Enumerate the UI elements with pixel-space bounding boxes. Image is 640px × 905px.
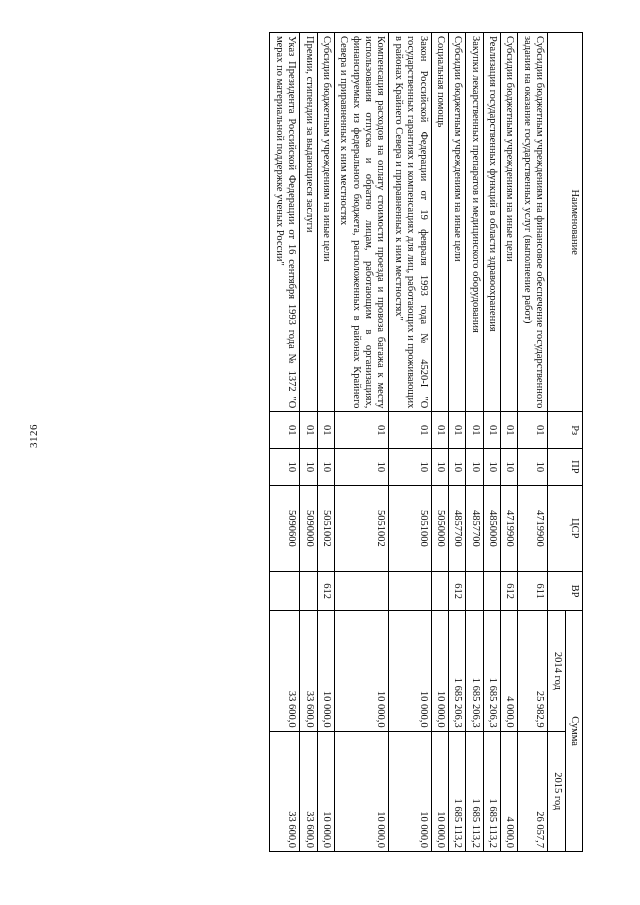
table-row <box>317 33 334 852</box>
cell-pr: 10 <box>501 449 518 486</box>
cell-rz: 01 <box>449 412 466 449</box>
cell-year-2014: 1 685 206,3 <box>483 611 500 731</box>
cell-vr <box>483 571 500 610</box>
cell-rz: 01 <box>317 412 334 449</box>
cell-rz: 01 <box>501 412 518 449</box>
table-row <box>431 33 448 852</box>
column-header-year-2014: 2014 год <box>548 611 565 731</box>
cell-year-2014: 10 000,0 <box>431 611 448 731</box>
cell-vr <box>300 571 317 610</box>
cell-name: Субсидии бюджетным учреждениям на финансовое обеспечение государственного задания на оказание государственных услуг (выполнение работ) <box>518 33 548 412</box>
cell-csr: 5050000 <box>431 485 448 571</box>
cell-rz: 01 <box>483 412 500 449</box>
cell-year-2015: 10 000,0 <box>389 731 431 851</box>
cell-pr: 10 <box>335 449 390 486</box>
cell-year-2015: 10 000,0 <box>317 731 334 851</box>
cell-vr <box>270 571 300 610</box>
cell-rz: 01 <box>431 412 448 449</box>
cell-year-2014: 4 000,0 <box>501 611 518 731</box>
cell-year-2014: 1 685 206,3 <box>449 611 466 731</box>
cell-year-2014: 10 000,0 <box>389 611 431 731</box>
cell-year-2015: 26 057,7 <box>518 731 548 851</box>
budget-table <box>270 32 584 852</box>
cell-vr: 612 <box>317 571 334 610</box>
cell-name: Закон Российской Федерации от 19 февраля 1993 года № 4520-I "О государственных гарантиях и компенсациях для лиц, работающих и проживающих в районах Крайнего Севера и приравненных к ним местностях" <box>389 33 431 412</box>
table-row <box>466 33 483 852</box>
cell-year-2014: 1 685 206,3 <box>466 611 483 731</box>
cell-name: Закупки лекарственных препаратов и медицинского оборудования <box>466 33 483 412</box>
cell-csr: 4719900 <box>518 485 548 571</box>
cell-pr: 10 <box>449 449 466 486</box>
cell-pr: 10 <box>317 449 334 486</box>
column-header-vr: ВР <box>548 571 583 610</box>
cell-rz: 01 <box>270 412 300 449</box>
table-row <box>270 33 300 852</box>
cell-name: Премии, стипендии за выдающиеся заслуги <box>300 33 317 412</box>
cell-pr: 10 <box>300 449 317 486</box>
page-number: 3126 <box>28 424 40 448</box>
table-row <box>300 33 317 852</box>
cell-csr: 4857700 <box>466 485 483 571</box>
cell-name: Компенсация расходов на оплату стоимости проезда и провоза багажа к месту использования отпуска и обратно лицам, работающим в организациях, финансируемых из федерального бюджета, расположенных в районах Крайнего Севера и приравненных к ним местностях <box>335 33 390 412</box>
cell-pr: 10 <box>389 449 431 486</box>
cell-pr: 10 <box>466 449 483 486</box>
cell-csr: 5051002 <box>317 485 334 571</box>
table-row <box>483 33 500 852</box>
cell-year-2015: 10 000,0 <box>431 731 448 851</box>
column-header-pr: ПР <box>548 449 583 486</box>
cell-vr <box>466 571 483 610</box>
table-body <box>270 33 548 852</box>
cell-name: Реализация государственных функций в области здравоохранения <box>483 33 500 412</box>
cell-pr: 10 <box>518 449 548 486</box>
cell-name: Указ Президента Российской Федерации от 16 сентября 1993 года № 1372 "О мерах по материальной поддержке ученых России" <box>270 33 300 412</box>
cell-vr <box>389 571 431 610</box>
cell-year-2014: 10 000,0 <box>335 611 390 731</box>
cell-rz: 01 <box>466 412 483 449</box>
cell-year-2015: 33 600,0 <box>270 731 300 851</box>
cell-year-2014: 10 000,0 <box>317 611 334 731</box>
table-row <box>335 33 390 852</box>
column-header-name: Наименование <box>548 33 583 412</box>
table-row <box>518 33 548 852</box>
cell-vr: 611 <box>518 571 548 610</box>
cell-rz: 01 <box>335 412 390 449</box>
cell-year-2015: 1 685 113,2 <box>483 731 500 851</box>
cell-vr <box>431 571 448 610</box>
cell-year-2015: 1 685 113,2 <box>466 731 483 851</box>
cell-year-2014: 33 600,0 <box>300 611 317 731</box>
cell-pr: 10 <box>270 449 300 486</box>
cell-pr: 10 <box>431 449 448 486</box>
cell-csr: 4857700 <box>449 485 466 571</box>
cell-csr: 5051002 <box>335 485 390 571</box>
cell-year-2015: 10 000,0 <box>335 731 390 851</box>
cell-csr: 5090600 <box>270 485 300 571</box>
cell-pr: 10 <box>483 449 500 486</box>
column-header-year-2015: 2015 год <box>548 731 565 851</box>
cell-csr: 5090000 <box>300 485 317 571</box>
cell-csr: 4850000 <box>483 485 500 571</box>
cell-name: Субсидии бюджетным учреждениям на иные цели <box>317 33 334 412</box>
cell-rz: 01 <box>300 412 317 449</box>
cell-year-2014: 33 600,0 <box>270 611 300 731</box>
cell-vr: 612 <box>501 571 518 610</box>
cell-name: Субсидии бюджетным учреждениям на иные цели <box>449 33 466 412</box>
cell-name: Субсидии бюджетным учреждениям на иные цели <box>501 33 518 412</box>
cell-csr: 5051000 <box>389 485 431 571</box>
cell-vr <box>335 571 390 610</box>
cell-csr: 4719900 <box>501 485 518 571</box>
cell-year-2015: 33 600,0 <box>300 731 317 851</box>
cell-rz: 01 <box>518 412 548 449</box>
rotated-table-wrapper <box>58 32 583 852</box>
cell-year-2015: 4 000,0 <box>501 731 518 851</box>
cell-name: Социальная помощь <box>431 33 448 412</box>
table-header-row-1 <box>565 33 582 852</box>
table-header <box>548 33 583 852</box>
cell-year-2015: 1 685 113,2 <box>449 731 466 851</box>
cell-vr: 612 <box>449 571 466 610</box>
cell-year-2014: 25 982,9 <box>518 611 548 731</box>
column-header-sum-group: Сумма <box>565 611 582 852</box>
cell-rz: 01 <box>389 412 431 449</box>
column-header-csr: ЦСР <box>548 485 583 571</box>
table-row <box>389 33 431 852</box>
column-header-rz: Рз <box>548 412 583 449</box>
table-row <box>449 33 466 852</box>
table-row <box>501 33 518 852</box>
